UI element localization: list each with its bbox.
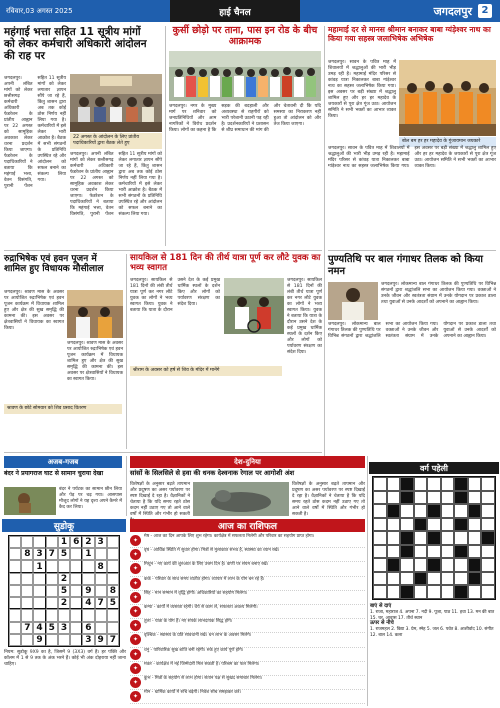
article-2-photo bbox=[169, 51, 321, 101]
rashifal-text: वृष - आर्थिक स्थिति में सुधार होगा। मित्रों से मुलाकात संभव है, स्वास्थ्य का ध्यान रखें। bbox=[144, 548, 280, 554]
crossword-cell bbox=[373, 531, 387, 545]
sudoku-cell bbox=[58, 560, 70, 572]
crossword-block-cell bbox=[427, 558, 441, 572]
section-label-ajab-gajab: अजब-गजब bbox=[4, 456, 122, 468]
article-1-headline: महंगाई भत्ता सहित 11 सूत्रीय मांगों को लेकर कर्मचारी अधिकारी आंदोलन की राह पर bbox=[4, 26, 147, 63]
sudoku-cell: 4 bbox=[33, 622, 45, 634]
article-3-body-continued: जगदलपुर। सावन के पवित्र माह में शिवालयों में श्रद्धालुओं की भारी भीड़ उमड़ रही है। महामाई मंदिर परिसर से कांवड़ यात्रा निकालकर बाबा ग्यंड़ेश्वर नाथ का सहस्त्र जलाभिषेक किया गया। इस अवसर पर बड़ी संख्या में श्रद्धालु शामिल हुए और हर हर महादेव के जयकारों से पूरा क्षेत्र गूंज उठा। आयोजन समिति ने सभी भक्तों का आभार व्यक्त किया। bbox=[328, 146, 496, 169]
masthead-city bbox=[300, 0, 500, 22]
sudoku-cell: 7 bbox=[107, 634, 119, 646]
sudoku-cell bbox=[58, 634, 70, 646]
sudoku-cell bbox=[95, 573, 107, 585]
crossword-block-cell bbox=[400, 477, 414, 491]
crossword-block-cell bbox=[454, 491, 468, 505]
rashifal-title: आज का राशिफल bbox=[130, 519, 365, 532]
sudoku-cell bbox=[82, 609, 94, 621]
rashifal-text: मीन - धार्मिक कार्यों में रुचि बढ़ेगी। निवेश सोच समझकर करें। bbox=[144, 690, 242, 696]
rashifal-item bbox=[130, 591, 365, 605]
rashifal-list bbox=[130, 534, 365, 706]
sudoku-cell bbox=[46, 573, 58, 585]
crossword-cell bbox=[373, 504, 387, 518]
sudoku-cell bbox=[107, 573, 119, 585]
sudoku-cell bbox=[70, 622, 82, 634]
sudoku-cell bbox=[9, 609, 21, 621]
sudoku-cell: 3 bbox=[82, 634, 94, 646]
article-1-caption: 22 अगस्त के आंदोलन के लिए प्रांतीय पदाधिकारियों द्वारा बैठक लेते हुए bbox=[70, 133, 162, 149]
article-6-headline: पुण्यतिथि पर बाल गंगाधर तिलक को किया नमन bbox=[328, 254, 484, 277]
crossword-cell bbox=[441, 572, 455, 586]
article-2-body: जगदलपुर। नगर के मुख्य मार्ग पर शनिवार को जनप्रतिनिधियों और आम नागरिकों ने विरोध प्रदर्शन किया। लोगों का कहना है कि सड़क की बदहाली और अव्यवस्था से राहगीरों को भारी परेशानी उठानी पड़ रही है। प्रदर्शनकारियों ने प्रशासन से शीघ्र समाधान की मांग की और चेतावनी दी कि यदि समस्या का निराकरण नहीं हुआ तो आंदोलन को और तेज किया जाएगा। bbox=[169, 104, 321, 133]
sudoku-cell: 2 bbox=[82, 536, 94, 548]
sudoku-cell bbox=[70, 609, 82, 621]
crossword-cell bbox=[468, 531, 482, 545]
crossword-cell bbox=[387, 518, 401, 532]
sudoku-cell bbox=[21, 536, 33, 548]
crossword-cell bbox=[441, 504, 455, 518]
article-5-body: जगदलपुर। सायकिल से 181 दिनों की लंबी तीर्थ यात्रा पूर्ण कर नगर लौटे युवक का लोगों ने भव्य स्वागत किया। युवक ने बताया कि यात्रा के दौरान उसने देश के कई प्रमुख धार्मिक स्थलों के दर्शन किए और लोगों को पर्यावरण संरक्षण का संदेश दिया। bbox=[130, 278, 220, 313]
sudoku-cell bbox=[46, 560, 58, 572]
article-3-photo bbox=[399, 60, 496, 136]
sudoku-cell bbox=[70, 573, 82, 585]
sudoku-cell bbox=[95, 609, 107, 621]
crossword-title: वर्ग पहेली bbox=[369, 462, 499, 474]
crossword-clues bbox=[370, 604, 498, 706]
rashifal-item bbox=[130, 548, 365, 562]
crossword-cell bbox=[481, 572, 495, 586]
article-4-body-continued: जगदलपुर। श्रावण मास के अवसर पर आयोजित रुद्राभिषेक एवं हवन पूजन कार्यक्रम में विधायक शामिल हुए और क्षेत्र की सुख समृद्धि की कामना की। इस अवसर पर क्षेत्रवासियों ने विधायक का स्वागत किया। bbox=[67, 341, 123, 382]
crossword-cell bbox=[427, 491, 441, 505]
crossword-cell bbox=[387, 531, 401, 545]
article-7-body: बंदर ने पर्यटक का सामान छीन लिया और पेड़ पर चढ़ गया। आसपास मौजूद लोगों ने यह दृश्य अपने कैमरे में कैद कर लिया। bbox=[59, 487, 122, 510]
section-label-desh-duniya: देश-दुनिया bbox=[130, 456, 365, 468]
rashifal-item bbox=[130, 562, 365, 576]
crossword-cell bbox=[373, 518, 387, 532]
crossword-cell bbox=[373, 585, 387, 599]
rashifal-item bbox=[130, 662, 365, 676]
crossword-cell bbox=[468, 585, 482, 599]
sudoku-cell bbox=[9, 622, 21, 634]
crossword-down-clues: 1. राजमहल 2. विद्या 3. प्रेम, स्नेह 5. जल 6. पर्वत 8. आशीर्वाद 10. संगीत 12. बाल 14. कला bbox=[370, 627, 494, 638]
city-name: जगदलपुर bbox=[433, 4, 472, 18]
article-8-body-continued: विशेषज्ञों के अनुसार बढ़ते तापमान और प्रदूषण का असर पर्यावरण पर स्पष्ट दिखाई दे रहा है। वैज्ञानिकों ने चेताया है कि यदि समय रहते ठोस कदम नहीं उठाए गए तो आने वाले वर्षों में स्थिति और गंभीर हो सकती है। bbox=[292, 482, 365, 517]
sudoku-cell: 8 bbox=[107, 585, 119, 597]
crossword-cell bbox=[441, 545, 455, 559]
sudoku-cell bbox=[9, 634, 21, 646]
zodiac-sign-icon: ✦ bbox=[130, 663, 141, 674]
article-3-headline: महामाई दर से मानस श्रीमान बनाकर बाबा ग्यंड़ेश्वर नाथ का किया गया सहस्त्र जलाभिषेक अभिषेक bbox=[328, 25, 491, 43]
sudoku-cell bbox=[82, 573, 94, 585]
zodiac-sign-icon: ✦ bbox=[130, 578, 141, 589]
rashifal-item bbox=[130, 633, 365, 647]
crossword-cell bbox=[427, 585, 441, 599]
sudoku-cell bbox=[107, 536, 119, 548]
crossword-cell bbox=[441, 531, 455, 545]
sudoku-cell bbox=[46, 597, 58, 609]
crossword-block-cell bbox=[454, 585, 468, 599]
rashifal-item bbox=[130, 648, 365, 662]
crossword-grid bbox=[372, 476, 496, 600]
article-3-body: जगदलपुर। सावन के पवित्र माह में शिवालयों में श्रद्धालुओं की भारी भीड़ उमड़ रही है। महामाई मंदिर परिसर से कांवड़ यात्रा निकालकर बाबा ग्यंड़ेश्वर नाथ का सहस्त्र जलाभिषेक किया गया। इस अवसर पर बड़ी संख्या में श्रद्धालु शामिल हुए और हर हर महादेव के जयकारों से पूरा क्षेत्र गूंज उठा। आयोजन समिति ने सभी भक्तों का आभार व्यक्त किया। bbox=[328, 60, 396, 119]
sudoku-cell: 7 bbox=[21, 622, 33, 634]
masthead bbox=[0, 0, 500, 22]
sudoku-cell: 1 bbox=[33, 560, 45, 572]
crossword-cell bbox=[481, 558, 495, 572]
sudoku-cell: 3 bbox=[33, 548, 45, 560]
crossword-across-title: बाएं से दाएं bbox=[370, 603, 392, 609]
sudoku-cell bbox=[9, 597, 21, 609]
crossword-cell bbox=[373, 491, 387, 505]
crossword-cell bbox=[441, 491, 455, 505]
sudoku-cell bbox=[9, 536, 21, 548]
crossword-cell bbox=[414, 491, 428, 505]
crossword-cell bbox=[387, 585, 401, 599]
sudoku-cell bbox=[107, 609, 119, 621]
divider bbox=[126, 456, 127, 516]
sudoku-grid bbox=[8, 535, 120, 647]
crossword-block-cell bbox=[400, 585, 414, 599]
article-1-photo bbox=[70, 74, 162, 132]
rashifal-item bbox=[130, 619, 365, 633]
crossword-cell bbox=[400, 572, 414, 586]
sudoku-cell: 7 bbox=[46, 548, 58, 560]
crossword-cell bbox=[481, 518, 495, 532]
crossword-cell bbox=[441, 558, 455, 572]
zodiac-sign-icon: ✦ bbox=[130, 620, 141, 631]
article-8-photo bbox=[193, 482, 289, 516]
sudoku-cell bbox=[9, 585, 21, 597]
sudoku-cell bbox=[95, 622, 107, 634]
crossword-cell bbox=[387, 572, 401, 586]
crossword-block-cell bbox=[414, 518, 428, 532]
sudoku-cell bbox=[33, 573, 45, 585]
sudoku-cell: 3 bbox=[95, 536, 107, 548]
zodiac-sign-icon: ✦ bbox=[130, 691, 141, 702]
sudoku-cell: 7 bbox=[95, 597, 107, 609]
sudoku-cell bbox=[107, 622, 119, 634]
article-6-body: जगदलपुर। लोकमान्य बाल गंगाधर तिलक की पुण्यतिथि पर विभिन्न संगठनों द्वारा श्रद्धांजलि सभा का आयोजन किया गया। वक्ताओं ने उनके जीवन और स्वतंत्रता संग्राम में उनके योगदान पर प्रकाश डाला तथा युवाओं से उनके आदर्शों को अपनाने का आह्वान किया। bbox=[328, 322, 496, 339]
crossword-down-title: ऊपर से नीचे bbox=[370, 620, 394, 627]
crossword-cell bbox=[441, 477, 455, 491]
crossword-cell bbox=[414, 531, 428, 545]
crossword-cell bbox=[414, 545, 428, 559]
sudoku-rules: नियम: सुडोकू 9X9 का है, जिसमें 9 (3X3) वर्ग हैं। हर पंक्ति और कॉलम में 1 से 9 तक के अंक भरने हैं। कोई भी अंक दोहराया नहीं जाना चाहिए। bbox=[4, 650, 126, 667]
sudoku-cell bbox=[21, 585, 33, 597]
sudoku-cell: 9 bbox=[33, 634, 45, 646]
crossword-block-cell bbox=[468, 572, 482, 586]
masthead-date: रविवार,03 अगस्त 2025 bbox=[0, 0, 170, 22]
article-4-headline: रुद्राभिषेक एवं हवन पूजन में शामिल हुए विधायक मौसीलाल bbox=[4, 254, 104, 275]
sudoku-cell: 5 bbox=[107, 597, 119, 609]
divider bbox=[328, 250, 496, 251]
article-3-caption: बोल बम हर हर महादेव के गुंजायमान जयकारे bbox=[399, 137, 496, 147]
rashifal-item bbox=[130, 577, 365, 591]
page-number: 2 bbox=[478, 4, 492, 18]
sudoku-cell bbox=[95, 548, 107, 560]
sudoku-cell: 5 bbox=[58, 585, 70, 597]
crossword-block-cell bbox=[387, 558, 401, 572]
divider bbox=[367, 456, 368, 706]
article-5-caption: श्रीराम के अवसर को हर्ष से शिव के मंदिर में मानेंगे bbox=[130, 366, 282, 376]
masthead-section: हाई चैनल bbox=[170, 0, 300, 22]
crossword-block-cell bbox=[427, 531, 441, 545]
sudoku-cell: 8 bbox=[21, 548, 33, 560]
zodiac-sign-icon: ✦ bbox=[130, 677, 141, 688]
crossword-cell bbox=[373, 572, 387, 586]
sudoku-cell bbox=[95, 585, 107, 597]
crossword-cell bbox=[400, 518, 414, 532]
article-5-body-continued: जगदलपुर। सायकिल से 181 दिनों की लंबी तीर्थ यात्रा पूर्ण कर नगर लौटे युवक का लोगों ने भव्य स्वागत किया। युवक ने बताया कि यात्रा के दौरान उसने देश के कई प्रमुख धार्मिक स्थलों के दर्शन किए और लोगों को पर्यावरण संरक्षण का संदेश दिया। bbox=[287, 278, 322, 355]
sudoku-cell bbox=[21, 573, 33, 585]
article-4-caption: श्रावण के छोटे सोमवार को शिव प्रसाद वितरण bbox=[4, 404, 122, 414]
zodiac-sign-icon: ✦ bbox=[130, 592, 141, 603]
crossword-cell bbox=[414, 477, 428, 491]
zodiac-sign-icon: ✦ bbox=[130, 549, 141, 560]
crossword-block-cell bbox=[454, 518, 468, 532]
crossword-block-cell bbox=[400, 545, 414, 559]
crossword-cell bbox=[481, 477, 495, 491]
sudoku-cell bbox=[9, 560, 21, 572]
sudoku-cell bbox=[46, 634, 58, 646]
crossword-cell bbox=[468, 477, 482, 491]
sudoku-cell bbox=[107, 560, 119, 572]
divider bbox=[126, 254, 127, 449]
crossword-cell bbox=[427, 518, 441, 532]
article-1-body-continued: जगदलपुर। अपनी लंबित मांगों को लेकर छत्तीसगढ़ कर्मचारी अधिकारी फेडरेशन के प्रांतीय आह्वान पर 22 अगस्त को सामूहिक अवकाश लेकर धरना प्रदर्शन किया जाएगा। फेडरेशन के पदाधिकारियों ने बताया कि महंगाई भत्ता, वेतन विसंगति, पुरानी पेंशन सहित 11 सूत्रीय मांगों को लेकर लगातार ज्ञापन सौंपे जा रहे हैं, किंतु शासन द्वारा अब तक कोई ठोस निर्णय नहीं लिया गया है। कर्मचारियों में इसे लेकर भारी आक्रोश है। बैठक में सभी संगठनों के प्रतिनिधि उपस्थित रहे और आंदोलन को सफल बनाने का संकल्प लिया गया। bbox=[70, 152, 162, 217]
zodiac-sign-icon: ✦ bbox=[130, 634, 141, 645]
crossword-cell bbox=[454, 572, 468, 586]
rashifal-text: कन्या - कार्यों में व्यस्तता रहेगी। धैर्य से काम लें, सफलता अवश्य मिलेगी। bbox=[144, 604, 258, 610]
divider bbox=[4, 452, 322, 453]
crossword-across-clues: 1. राजा, महाराज 4. अपना 7. नदी 9. पूजा, पाठ 11. हवा 13. मन की बात 15. घर, आवास 17. तीर्थ स्थान bbox=[370, 609, 495, 621]
crossword-cell bbox=[414, 504, 428, 518]
sudoku-cell bbox=[82, 560, 94, 572]
crossword-cell bbox=[400, 504, 414, 518]
crossword-cell bbox=[427, 545, 441, 559]
crossword-block-cell bbox=[454, 477, 468, 491]
sudoku-cell: 9 bbox=[82, 585, 94, 597]
sudoku-cell: 2 bbox=[58, 597, 70, 609]
crossword-cell bbox=[454, 558, 468, 572]
crossword-cell bbox=[414, 585, 428, 599]
zodiac-sign-icon: ✦ bbox=[130, 563, 141, 574]
sudoku-cell: 6 bbox=[82, 622, 94, 634]
article-6-body-top: जगदलपुर। लोकमान्य बाल गंगाधर तिलक की पुण्यतिथि पर विभिन्न संगठनों द्वारा श्रद्धांजलि सभा का आयोजन किया गया। वक्ताओं ने उनके जीवन और स्वतंत्रता संग्राम में उनके योगदान पर प्रकाश डाला तथा युवाओं से उनके आदर्शों को अपनाने का आह्वान किया। bbox=[381, 282, 496, 305]
article-8-headline: सांसों के सिलसिले से हवा की धनक देश्वनाक रेगाल पर आगोशी अंश bbox=[130, 469, 295, 477]
crossword-cell bbox=[468, 518, 482, 532]
article-1-body: जगदलपुर। अपनी लंबित मांगों को लेकर छत्तीसगढ़ कर्मचारी अधिकारी फेडरेशन के प्रांतीय आह्वान पर 22 अगस्त को सामूहिक अवकाश लेकर धरना प्रदर्शन किया जाएगा। फेडरेशन के पदाधिकारियों ने बताया कि महंगाई भत्ता, वेतन विसंगति, पुरानी पेंशन सहित 11 सूत्रीय मांगों को लेकर लगातार ज्ञापन सौंपे जा रहे हैं, किंतु शासन द्वारा अब तक कोई ठोस निर्णय नहीं लिया गया है। कर्मचारियों में इसे लेकर भारी आक्रोश है। बैठक में सभी संगठनों के प्रतिनिधि उपस्थित रहे और आंदोलन को सफल बनाने का संकल्प लिया गया। bbox=[4, 76, 66, 189]
rashifal-text: कुंभ - मित्रों के सहयोग से लाभ होगा। संतान पक्ष से सुखद समाचार मिलेगा। bbox=[144, 675, 263, 681]
sudoku-cell: 2 bbox=[58, 573, 70, 585]
article-6-photo bbox=[328, 282, 378, 320]
sudoku-cell bbox=[70, 597, 82, 609]
sudoku-cell: 9 bbox=[95, 634, 107, 646]
crossword-cell bbox=[441, 518, 455, 532]
sudoku-cell bbox=[70, 560, 82, 572]
sudoku-cell bbox=[46, 585, 58, 597]
crossword-cell bbox=[414, 558, 428, 572]
crossword-block-cell bbox=[400, 531, 414, 545]
sudoku-cell bbox=[107, 548, 119, 560]
rashifal-text: तुला - यात्रा के योग हैं। नए संपर्क लाभदायक सिद्ध होंगे। bbox=[144, 619, 233, 625]
crossword-cell bbox=[481, 491, 495, 505]
crossword-cell bbox=[427, 477, 441, 491]
crossword-cell bbox=[468, 491, 482, 505]
rashifal-item bbox=[130, 676, 365, 690]
rashifal-item bbox=[130, 690, 365, 704]
rashifal-text: मेष - आज का दिन आपके लिए शुभ रहेगा। कार्यक्षेत्र में सफलता मिलेगी और परिवार का सहयोग प्राप्त होगा। bbox=[144, 534, 315, 539]
sudoku-cell: 4 bbox=[82, 597, 94, 609]
crossword-cell bbox=[481, 585, 495, 599]
crossword-block-cell bbox=[414, 572, 428, 586]
sudoku-cell bbox=[21, 597, 33, 609]
crossword-block-cell bbox=[454, 545, 468, 559]
article-7-photo bbox=[4, 487, 56, 515]
sudoku-cell bbox=[33, 585, 45, 597]
crossword-block-cell bbox=[468, 558, 482, 572]
crossword-block-cell bbox=[427, 504, 441, 518]
rashifal-text: मिथुन - नए कार्य की शुरुआत के लिए उत्तम दिन है। वाणी पर संयम बनाए रखें। bbox=[144, 562, 269, 568]
zodiac-sign-icon: ✦ bbox=[130, 649, 141, 660]
crossword-block-cell bbox=[387, 504, 401, 518]
divider bbox=[4, 250, 322, 251]
crossword-cell bbox=[387, 491, 401, 505]
rashifal-text: वृश्चिक - स्वास्थ्य के प्रति सावधानी रखें। धन लाभ के अवसर मिलेंगे। bbox=[144, 633, 252, 639]
article-2-headline: कुर्सी छोड़ो पर ताना, पास इन रोड के बीच आक्रामक bbox=[172, 25, 318, 47]
sudoku-cell bbox=[33, 609, 45, 621]
sudoku-cell: 3 bbox=[58, 622, 70, 634]
sudoku-cell bbox=[70, 548, 82, 560]
crossword-cell bbox=[427, 572, 441, 586]
sudoku-cell bbox=[46, 609, 58, 621]
sudoku-cell bbox=[33, 597, 45, 609]
crossword-cell bbox=[400, 558, 414, 572]
sudoku-cell bbox=[21, 560, 33, 572]
sudoku-cell: 1 bbox=[82, 548, 94, 560]
sudoku-title: सुडोकू bbox=[2, 519, 126, 532]
crossword-cell bbox=[441, 585, 455, 599]
sudoku-cell: 6 bbox=[70, 536, 82, 548]
rashifal-text: मकर - कार्यक्षेत्र में नई जिम्मेदारी मिल सकती है। परिश्रम का फल मिलेगा। bbox=[144, 661, 260, 667]
divider bbox=[324, 26, 325, 456]
crossword-cell bbox=[481, 504, 495, 518]
sudoku-cell: 1 bbox=[58, 536, 70, 548]
crossword-cell bbox=[454, 504, 468, 518]
sudoku-cell bbox=[9, 548, 21, 560]
sudoku-cell: 8 bbox=[95, 560, 107, 572]
article-7-headline: बंदर ने प्रयागराज घाट से सामान चुराया देखा bbox=[4, 470, 104, 477]
divider bbox=[165, 26, 166, 246]
crossword-block-cell bbox=[400, 491, 414, 505]
crossword-cell bbox=[387, 545, 401, 559]
sudoku-cell bbox=[46, 536, 58, 548]
crossword-cell bbox=[454, 531, 468, 545]
article-5-headline: सायकिल से 181 दिन की तीर्थ यात्रा पूर्ण कर लौटे युवक का भव्य स्वागत bbox=[130, 253, 321, 273]
crossword-cell bbox=[373, 477, 387, 491]
crossword-cell bbox=[387, 477, 401, 491]
zodiac-sign-icon: ✦ bbox=[130, 535, 141, 546]
rashifal-text: धनु - पारिवारिक सुख शांति बनी रहेगी। रुके हुए कार्य पूर्ण होंगे। bbox=[144, 647, 244, 653]
crossword-block-cell bbox=[481, 531, 495, 545]
rashifal-item bbox=[130, 534, 365, 548]
sudoku-cell bbox=[70, 585, 82, 597]
article-4-photo bbox=[67, 290, 123, 338]
article-5-photo bbox=[224, 278, 284, 334]
sudoku-cell bbox=[21, 609, 33, 621]
sudoku-cell bbox=[58, 609, 70, 621]
rashifal-text: सिंह - मान सम्मान में वृद्धि होगी। अधिकारियों का सहयोग मिलेगा। bbox=[144, 590, 248, 596]
crossword-cell bbox=[373, 545, 387, 559]
sudoku-cell: 5 bbox=[58, 548, 70, 560]
sudoku-cell: 5 bbox=[46, 622, 58, 634]
rashifal-item bbox=[130, 605, 365, 619]
crossword-cell bbox=[481, 545, 495, 559]
crossword-block-cell bbox=[468, 504, 482, 518]
rashifal-text: कर्क - परिवार के साथ समय व्यतीत होगा। व्यापार में लाभ के योग बन रहे हैं। bbox=[144, 576, 265, 582]
sudoku-cell bbox=[70, 634, 82, 646]
sudoku-cell bbox=[33, 536, 45, 548]
sudoku-cell bbox=[9, 573, 21, 585]
article-8-body: विशेषज्ञों के अनुसार बढ़ते तापमान और प्रदूषण का असर पर्यावरण पर स्पष्ट दिखाई दे रहा है। वैज्ञानिकों ने चेताया है कि यदि समय रहते ठोस कदम नहीं उठाए गए तो आने वाले वर्षों में स्थिति और गंभीर हो सकती bbox=[130, 482, 190, 517]
sudoku-cell bbox=[21, 634, 33, 646]
article-4-body: जगदलपुर। श्रावण मास के अवसर पर आयोजित रुद्राभिषेक एवं हवन पूजन कार्यक्रम में विधायक शामिल हुए और क्षेत्र की सुख समृद्धि की कामना की। इस अवसर पर क्षेत्रवासियों ने विधायक का स्वागत किया। bbox=[4, 290, 64, 331]
crossword-cell bbox=[373, 558, 387, 572]
crossword-cell bbox=[468, 545, 482, 559]
zodiac-sign-icon: ✦ bbox=[130, 606, 141, 617]
